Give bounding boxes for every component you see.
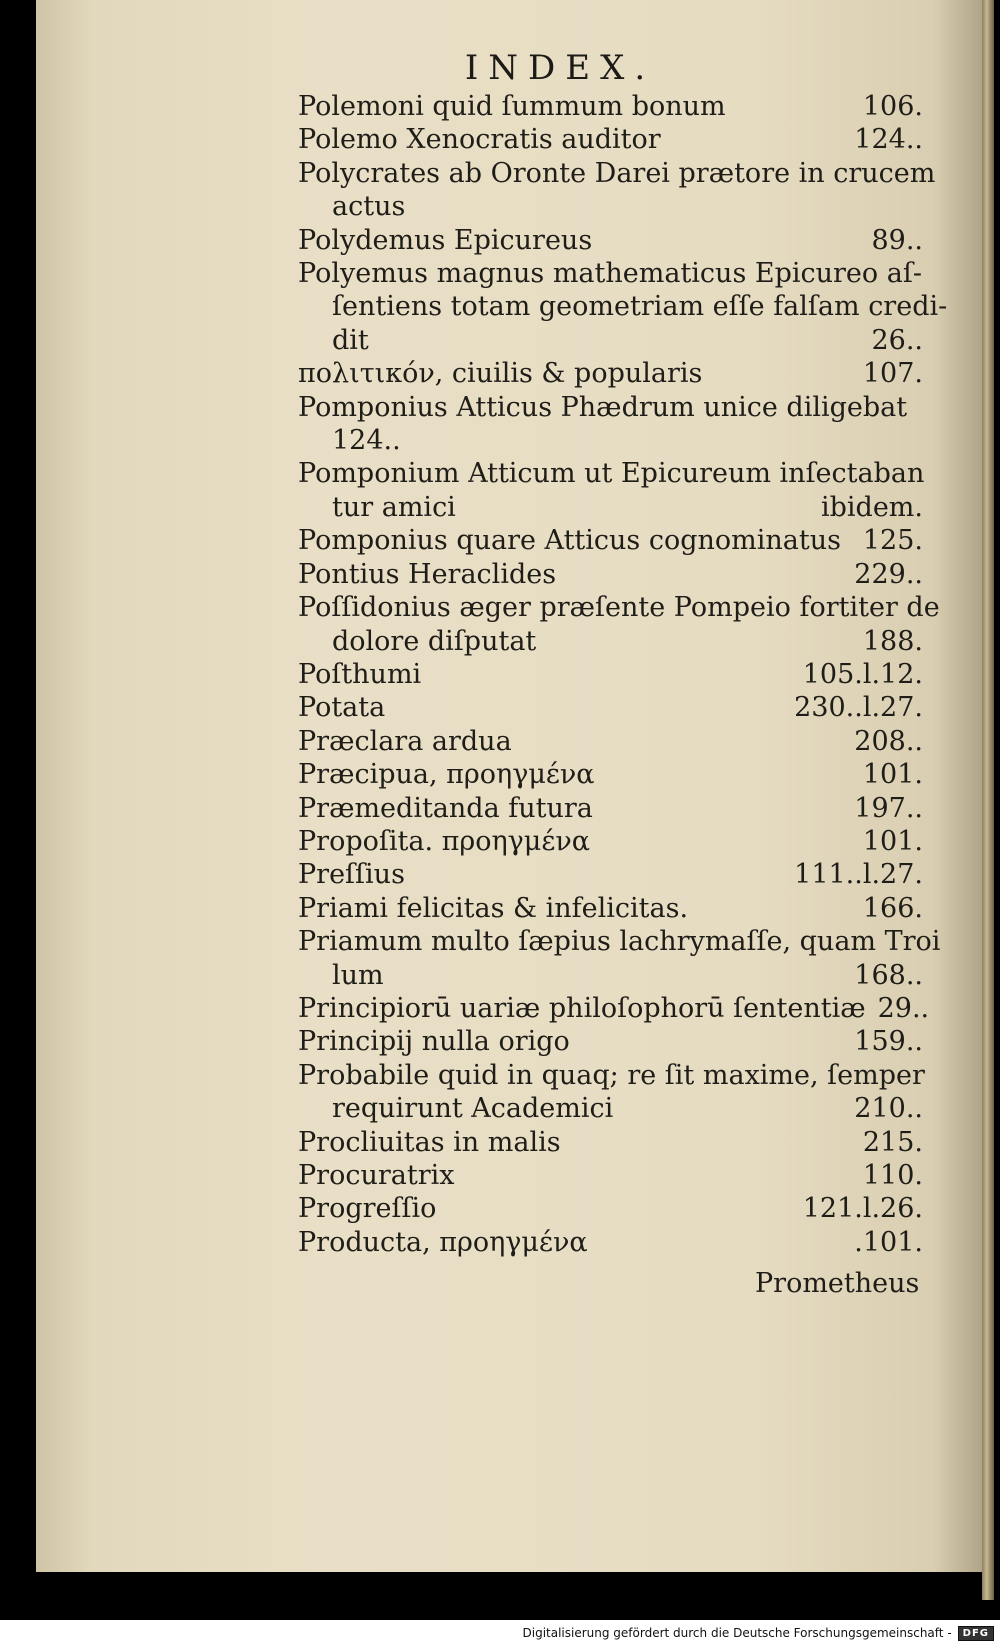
page-reference: 229.. (854, 558, 923, 590)
entry-line (298, 758, 923, 791)
index-entry (298, 357, 923, 390)
index-entry (298, 892, 923, 925)
index-entry (298, 758, 923, 791)
entry-line (298, 591, 940, 624)
entry-text: Poſſidonius æger præſente Pompeio fortiter de (298, 592, 940, 624)
entry-line (298, 892, 923, 925)
page-reference: 168.. (854, 959, 923, 991)
entry-line (298, 825, 923, 858)
entry-text: Propoſita. προηγμένα (298, 825, 590, 857)
entry-text: 124.. (332, 425, 401, 457)
entry-text: Potata (298, 692, 386, 724)
page-reference: 124.. (854, 124, 923, 156)
entry-text: Poſthumi (298, 658, 422, 690)
entry-line (298, 858, 923, 891)
index-entry (298, 224, 923, 257)
entry-text: dit (332, 324, 369, 356)
entry-line (298, 157, 936, 190)
entry-text: Polemo Xenocratis auditor (298, 124, 661, 156)
entry-line (298, 992, 930, 1025)
entry-line (298, 391, 923, 424)
entry-text: Procliuitas in malis (298, 1126, 561, 1158)
index-entry (298, 792, 923, 825)
footer-credit: Digitalisierung gefördert durch die Deutsche Forschungsgemeinschaft - (522, 1626, 952, 1640)
entry-text: πολιτικόν, ciuilis & popularis (298, 358, 703, 390)
entry-text: Probabile quid in quaq; re ſit maxime, ſemper (298, 1059, 925, 1091)
dfg-logo: DFG (958, 1626, 994, 1641)
entry-text: Polycrates ab Oronte Darei prætore in crucem (298, 157, 936, 189)
entry-text: dolore diſputat (332, 625, 537, 657)
entry-line (298, 1126, 923, 1159)
page-reference: 101. (862, 825, 923, 857)
index-entry (298, 1025, 923, 1058)
page-reference: .101. (854, 1226, 923, 1258)
page-reference: 208.. (854, 725, 923, 757)
index-entry (298, 1192, 923, 1225)
entry-line (298, 457, 923, 490)
page-reference: 111..l.27. (794, 859, 923, 891)
entry-continuation-line (298, 1092, 923, 1125)
entry-text: Priami felicitas & infelicitas. (298, 892, 689, 924)
entry-text: ſentiens totam geometriam eſſe falſam credi- (332, 291, 948, 323)
entry-text: requirunt Academici (332, 1093, 614, 1125)
entry-continuation-line (298, 424, 923, 457)
entry-text: Principij nulla origo (298, 1026, 570, 1058)
entry-text: Pomponius Atticus Phædrum unice diligebat (298, 391, 908, 423)
entry-text: Pomponium Atticum ut Epicureum inſectaban (298, 458, 925, 490)
entry-text: Polydemus Epicureus (298, 224, 593, 256)
index-entry (298, 825, 923, 858)
page-reference: 159.. (854, 1026, 923, 1058)
running-head: INDEX. (464, 48, 656, 88)
index-entry (298, 691, 923, 724)
entry-line (298, 1059, 923, 1092)
index-entry (298, 1159, 923, 1192)
index-entry (298, 457, 923, 524)
index-entry (298, 391, 923, 458)
page-reference: 166. (862, 892, 923, 924)
entry-text: Preſſius (298, 859, 405, 891)
page-reference: 125. (862, 525, 923, 557)
entry-text: Præcipua, προηγμένα (298, 759, 595, 791)
entry-text: Pomponius quare Atticus cognominatus (298, 525, 841, 557)
page-reference: 106. (862, 91, 923, 122)
entry-text: Priamum multo ſæpius lachrymaſſe, quam Troi (298, 926, 941, 958)
index-entry (298, 1226, 923, 1259)
entry-continuation-line (298, 290, 948, 323)
entry-text: tur amici (332, 491, 456, 523)
entry-text: Præclara ardua (298, 725, 512, 757)
entry-line (298, 123, 923, 156)
entry-line (298, 357, 923, 390)
entry-line (298, 558, 923, 591)
index-entry (298, 658, 923, 691)
page-reference: ibidem. (820, 491, 923, 523)
page-edge (982, 0, 994, 1600)
entry-line (298, 691, 923, 724)
page-reference: 101. (862, 759, 923, 791)
index-entry (298, 725, 923, 758)
index-entry (298, 558, 923, 591)
index-entry (298, 992, 930, 1025)
page-reference: 26.. (871, 324, 923, 356)
entry-line (298, 90, 923, 123)
entry-line (298, 925, 941, 958)
entry-text: Producta, προηγμένα (298, 1226, 588, 1258)
page-reference: 89.. (871, 224, 923, 256)
index-entry (298, 1126, 923, 1159)
index-entry (298, 858, 923, 891)
entry-text: Polemoni quid ſummum bonum (298, 91, 726, 122)
page-reference: 215. (862, 1126, 923, 1158)
index-entry (298, 123, 923, 156)
entry-text: Pontius Heraclides (298, 558, 557, 590)
entry-line (298, 1159, 923, 1192)
entry-text: Procuratrix (298, 1160, 455, 1191)
entry-text: lum (332, 959, 384, 991)
entry-line (298, 1192, 923, 1225)
entry-continuation-line (298, 324, 923, 357)
footer-bar (0, 1620, 1000, 1646)
index-entry (298, 524, 923, 557)
entry-continuation-line (298, 190, 923, 223)
entry-line (298, 658, 923, 691)
page-reference: 29.. (877, 992, 930, 1024)
page-reference: 107. (862, 358, 923, 390)
page-reference: 105.l.12. (802, 658, 923, 690)
entry-text: Præmeditanda futura (298, 792, 593, 824)
index-entry (298, 257, 948, 357)
entry-continuation-line (298, 625, 923, 658)
page-reference: 230..l.27. (794, 692, 923, 724)
entry-text: Principiorū uariæ philoſophorū ſententiæ (298, 992, 866, 1024)
index-entry (298, 157, 936, 224)
entry-continuation-line (298, 959, 923, 992)
index-entry (298, 591, 940, 658)
page-reference: 188. (862, 625, 923, 657)
entry-line (298, 1025, 923, 1058)
entry-text: Polyemus magnus mathematicus Epicureo aſ- (298, 258, 922, 290)
entry-line (298, 257, 923, 290)
page-reference: 210.. (854, 1093, 923, 1125)
entry-line (298, 1226, 923, 1259)
entry-line (298, 524, 923, 557)
page-reference: 121.l.26. (802, 1193, 923, 1225)
entry-line (298, 224, 923, 257)
index-entries (298, 90, 948, 1259)
index-entry (298, 90, 923, 123)
entry-text: Progreſſio (298, 1193, 437, 1225)
entry-continuation-line (298, 491, 923, 524)
catchword: Prometheus (755, 1268, 920, 1299)
entry-line (298, 725, 923, 758)
index-entry (298, 1059, 923, 1126)
entry-line (298, 792, 923, 825)
index-entry (298, 925, 941, 992)
page-reference: 110. (862, 1160, 923, 1191)
page-reference: 197.. (854, 792, 923, 824)
entry-text: actus (332, 191, 406, 223)
